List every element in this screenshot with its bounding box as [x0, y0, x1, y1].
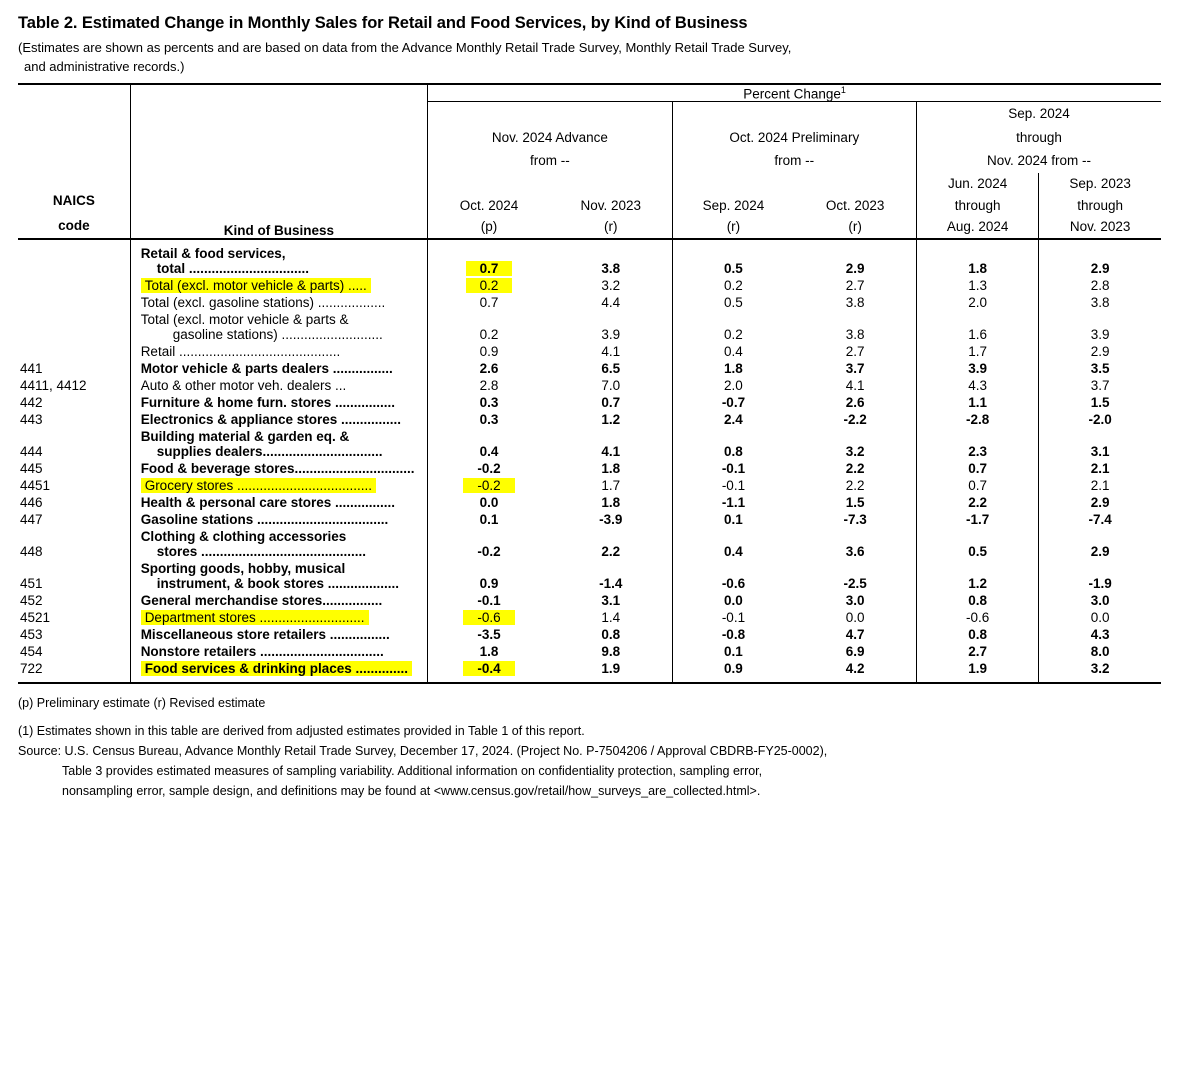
kind-of-business: [130, 494, 428, 511]
value-cell: 4.3: [1039, 626, 1161, 643]
value-cell: 0.0: [672, 592, 794, 609]
value-cell: 2.0: [917, 294, 1039, 311]
value-cell: 1.2: [917, 560, 1039, 592]
value-cell: -2.0: [1039, 411, 1161, 428]
kob-line: Building material & garden eq. &: [140, 428, 350, 444]
naics-code: [18, 343, 130, 360]
naics-code: 441: [20, 360, 43, 376]
table-row: [18, 592, 1161, 609]
naics-code: 453: [20, 626, 43, 642]
value-cell: 0.8: [917, 592, 1039, 609]
value-cell: 2.1: [1039, 477, 1161, 494]
value-cell: -1.1: [672, 494, 794, 511]
header-group-2-line2: through: [1016, 129, 1062, 145]
kind-of-business: [130, 411, 428, 428]
kob-line: supplies dealers................................: [156, 443, 383, 459]
kob-line: Furniture & home furn. stores ................: [140, 394, 395, 410]
table-row: [18, 477, 1161, 494]
value-cell: 0.8: [917, 626, 1039, 643]
value-cell: 1.8: [479, 643, 499, 659]
value-cell: 8.0: [1039, 643, 1161, 660]
value-cell: 1.7: [601, 477, 621, 493]
table-row: [18, 626, 1161, 643]
value-cell: -0.1: [477, 592, 501, 608]
value-cell: 2.2: [917, 494, 1039, 511]
page-subtitle: [18, 39, 1161, 77]
value-cell: 0.5: [672, 239, 794, 277]
header-group-2-line1: Sep. 2024: [1008, 106, 1070, 122]
value-cell: 2.9: [1039, 239, 1161, 277]
header-kob-cell: [130, 84, 428, 239]
value-cell: -0.7: [672, 394, 794, 411]
kind-of-business: [130, 460, 428, 477]
value-cell: 2.3: [917, 428, 1039, 460]
value-cell: 0.0: [1039, 609, 1161, 626]
value-cell: 1.2: [601, 411, 621, 427]
header-col-4-line1: Jun. 2024: [947, 176, 1008, 192]
naics-code: 446: [20, 494, 43, 510]
highlighted-label: Total (excl. motor vehicle & parts) .....: [141, 278, 371, 293]
naics-code: 4451: [20, 477, 51, 493]
value-cell: 0.0: [845, 609, 865, 625]
header-col-0-line2: (p): [480, 219, 498, 235]
value-cell: 0.4: [672, 343, 794, 360]
value-cell: 2.7: [917, 643, 1039, 660]
kind-of-business: [130, 277, 428, 294]
naics-code: 452: [20, 592, 43, 608]
value-cell: -0.6: [672, 560, 794, 592]
value-cell: 3.9: [601, 326, 621, 342]
table-row: [18, 277, 1161, 294]
header-group-1-line1: Oct. 2024 Preliminary: [729, 129, 860, 145]
header-group-oct-preliminary: [672, 102, 916, 173]
value-cell: [428, 477, 550, 494]
table-row: [18, 394, 1161, 411]
header-row-percent-change: [18, 84, 1161, 102]
value-cell: 1.9: [601, 660, 621, 676]
header-col-4-line3: Aug. 2024: [946, 219, 1009, 235]
naics-code: [18, 277, 130, 294]
value-cell: 1.6: [917, 311, 1039, 343]
header-col-oct-2024-p: [428, 173, 550, 239]
value-cell: 0.1: [672, 643, 794, 660]
header-percent-change-label: Percent Change: [743, 86, 841, 102]
value-cell: 2.8: [1039, 277, 1161, 294]
value-cell: 1.3: [917, 277, 1039, 294]
value-cell: 4.4: [601, 294, 621, 310]
highlighted-label: Grocery stores ....................................: [141, 478, 376, 493]
value-cell: 1.5: [845, 494, 865, 510]
value-cell: 0.7: [917, 477, 1039, 494]
header-col-3-line2: (r): [848, 219, 862, 235]
table-row: [18, 239, 1161, 277]
naics-code: [18, 311, 130, 343]
kob-line: Total (excl. motor vehicle & parts &: [140, 311, 349, 327]
value-cell: -0.2: [477, 543, 501, 559]
value-cell: 3.8: [601, 260, 621, 276]
kob-line: Sporting goods, hobby, musical: [140, 560, 346, 576]
value-cell: 2.8: [479, 377, 499, 393]
value-cell: 1.1: [917, 394, 1039, 411]
highlighted-label: Food services & drinking places ..............: [141, 661, 412, 676]
kob-line: [141, 661, 428, 676]
header-col-sep-2023-nov-2023: [1039, 173, 1161, 239]
header-kob-label: Kind of Business: [223, 222, 335, 238]
table-row: [18, 528, 1161, 560]
value-cell: 3.8: [845, 326, 865, 342]
value-cell: 3.0: [1039, 592, 1161, 609]
value-cell: -2.5: [843, 575, 867, 591]
value-cell: 2.4: [672, 411, 794, 428]
value-cell: -7.3: [843, 511, 867, 527]
highlighted-value: -0.4: [463, 661, 514, 676]
value-cell: 3.8: [845, 294, 865, 310]
kind-of-business: [130, 360, 428, 377]
header-col-4-line2: through: [954, 197, 1001, 213]
value-cell: 2.1: [1039, 460, 1161, 477]
value-cell: -2.8: [917, 411, 1039, 428]
table-row: [18, 609, 1161, 626]
header-percent-change-footnote: 1: [840, 84, 846, 95]
naics-code: 4411, 4412: [20, 377, 87, 393]
naics-code: 448: [20, 543, 43, 559]
value-cell: -3.5: [477, 626, 501, 642]
kob-line: Gasoline stations ...................................: [140, 511, 389, 527]
value-cell: 0.0: [479, 494, 499, 510]
kob-line: Health & personal care stores ................: [140, 494, 396, 510]
value-cell: 2.2: [601, 543, 621, 559]
header-col-2-line1: Sep. 2024: [702, 197, 765, 213]
kind-of-business: [130, 428, 428, 460]
value-cell: 1.4: [601, 609, 621, 625]
table-row: [18, 560, 1161, 592]
header-group-0-line2: from --: [530, 153, 570, 169]
value-cell: 1.8: [601, 460, 621, 476]
rule-segment: [794, 683, 916, 685]
subtitle-line-1: (Estimates are shown as percents and are based on data from the Advance Monthly Retail Trade Survey, Monthly Retail Trade Survey,: [18, 40, 792, 55]
value-cell: -0.1: [672, 477, 794, 494]
value-cell: 3.9: [1039, 311, 1161, 343]
value-cell: 0.7: [479, 294, 499, 310]
naics-code: 451: [20, 575, 43, 591]
value-cell: 0.4: [672, 528, 794, 560]
value-cell: 1.9: [917, 660, 1039, 683]
value-cell: 3.2: [1039, 660, 1161, 683]
value-cell: -0.2: [477, 460, 501, 476]
value-cell: 3.2: [845, 443, 865, 459]
table-row: [18, 428, 1161, 460]
naics-code: 443: [20, 411, 43, 427]
table-body: [18, 239, 1161, 685]
value-cell: -1.7: [917, 511, 1039, 528]
value-cell: 3.8: [1039, 294, 1161, 311]
value-cell: 2.6: [845, 394, 865, 410]
header-col-1-line1: Nov. 2023: [580, 197, 642, 213]
value-cell: -2.2: [843, 411, 867, 427]
value-cell: 6.5: [601, 360, 621, 376]
value-cell: 4.7: [845, 626, 865, 642]
value-cell: 0.2: [479, 326, 499, 342]
naics-code: 444: [20, 443, 43, 459]
value-cell: 7.0: [601, 377, 621, 393]
value-cell: 4.2: [845, 660, 865, 676]
kind-of-business: [130, 394, 428, 411]
value-cell: 0.9: [479, 343, 499, 359]
value-cell: 0.7: [917, 460, 1039, 477]
table-bottom-rule: [18, 683, 1161, 685]
header-naics-cell: [18, 84, 130, 239]
value-cell: 0.9: [479, 575, 499, 591]
header-group-1-line2: from --: [774, 153, 815, 169]
kind-of-business: [130, 609, 428, 626]
header-col-nov-2023-r: [550, 173, 672, 239]
rule-segment: [917, 683, 1039, 685]
value-cell: 4.1: [601, 443, 621, 459]
kob-line: General merchandise stores................: [140, 592, 383, 608]
value-cell: -1.9: [1039, 560, 1161, 592]
value-cell: 2.6: [479, 360, 499, 376]
naics-code: 454: [20, 643, 43, 659]
value-cell: [428, 239, 550, 277]
value-cell: 0.1: [672, 511, 794, 528]
table-row: [18, 377, 1161, 394]
kind-of-business: [130, 660, 428, 683]
value-cell: 1.8: [917, 239, 1039, 277]
rule-segment: [130, 683, 428, 685]
value-cell: 4.3: [917, 377, 1039, 394]
value-cell: [428, 277, 550, 294]
header-group-nov-advance: [428, 102, 672, 173]
value-cell: 3.0: [845, 592, 865, 608]
header-naics-line1: NAICS: [52, 193, 95, 209]
header-col-2-line2: (r): [726, 219, 741, 235]
kind-of-business: [130, 560, 428, 592]
value-cell: -0.1: [672, 609, 794, 626]
value-cell: 3.9: [917, 360, 1039, 377]
value-cell: 2.7: [845, 277, 865, 293]
kob-line: [141, 278, 428, 293]
header-col-sep-2024-r: [672, 173, 794, 239]
kob-line: stores ............................................: [156, 543, 366, 559]
header-group-0-line1: Nov. 2024 Advance: [491, 129, 608, 145]
subtitle-line-2: and administrative records.): [24, 58, 185, 74]
footnote-source: Source: U.S. Census Bureau, Advance Monthly Retail Trade Survey, December 17, 2024. (Project No. P-7504206 / Approval CBDRB-FY25-0002),: [18, 743, 828, 758]
value-cell: 1.7: [917, 343, 1039, 360]
kob-line: Auto & other motor veh. dealers ...: [140, 377, 347, 393]
kob-line: Retail ...........................................: [140, 343, 341, 359]
value-cell: 3.6: [845, 543, 865, 559]
kob-line: Clothing & clothing accessories: [140, 528, 347, 544]
table-row: [18, 660, 1161, 683]
footnote-note1: (1) Estimates shown in this table are derived from adjusted estimates provided in Table 1 of this report.: [18, 723, 585, 738]
naics-code: 447: [20, 511, 43, 527]
value-cell: 1.5: [1039, 394, 1161, 411]
value-cell: 1.8: [672, 360, 794, 377]
kob-line: Motor vehicle & parts dealers ................: [140, 360, 393, 376]
table-row: [18, 360, 1161, 377]
value-cell: 6.9: [845, 643, 865, 659]
value-cell: 0.1: [479, 511, 499, 527]
naics-code: 4521: [20, 609, 51, 625]
header-col-5-line2: through: [1077, 197, 1123, 213]
rule-segment: [1039, 683, 1161, 685]
table-row: [18, 311, 1161, 343]
highlighted-label: Department stores ............................: [141, 610, 369, 625]
highlighted-value: 0.7: [466, 261, 513, 276]
value-cell: 0.7: [601, 394, 621, 410]
naics-code: 442: [20, 394, 43, 410]
kob-line: instrument, & book stores ...................: [156, 575, 399, 591]
highlighted-value: -0.6: [463, 610, 514, 625]
value-cell: 0.8: [601, 626, 621, 642]
kob-line: Electronics & appliance stores ................: [140, 411, 402, 427]
kob-line: Food & beverage stores................................: [140, 460, 415, 476]
kind-of-business: [130, 528, 428, 560]
value-cell: 2.9: [1039, 343, 1161, 360]
sales-change-table: [18, 83, 1161, 685]
value-cell: 0.4: [479, 443, 499, 459]
table-row: [18, 460, 1161, 477]
header-col-oct-2023-r: [794, 173, 916, 239]
header-percent-change: [428, 84, 1161, 102]
kind-of-business: [130, 311, 428, 343]
page-title: Table 2. Estimated Change in Monthly Sales for Retail and Food Services, by Kind of Business: [18, 14, 748, 32]
kob-line: gasoline stations) ...........................: [172, 326, 383, 342]
table-row: [18, 411, 1161, 428]
kind-of-business: [130, 592, 428, 609]
value-cell: -1.4: [599, 575, 623, 591]
value-cell: 3.2: [601, 277, 621, 293]
value-cell: 2.9: [1039, 494, 1161, 511]
kind-of-business: [130, 643, 428, 660]
header-col-3-line1: Oct. 2023: [825, 197, 885, 213]
value-cell: 2.7: [845, 343, 865, 359]
rule-segment: [428, 683, 550, 685]
value-cell: 3.1: [601, 592, 621, 608]
highlighted-value: 0.2: [466, 278, 513, 293]
naics-code: 722: [20, 660, 43, 676]
value-cell: -0.6: [917, 609, 1039, 626]
value-cell: 0.2: [672, 277, 794, 294]
value-cell: 9.8: [601, 643, 621, 659]
table-row: [18, 511, 1161, 528]
value-cell: 2.9: [845, 260, 865, 276]
kob-line: [141, 478, 428, 493]
kob-line: Total (excl. gasoline stations) ..................: [140, 294, 386, 310]
rule-segment: [18, 683, 130, 685]
kind-of-business: [130, 377, 428, 394]
value-cell: 0.9: [672, 660, 794, 683]
value-cell: 2.2: [845, 477, 865, 493]
kob-line: Retail & food services,: [140, 245, 286, 261]
table-row: [18, 643, 1161, 660]
value-cell: 0.5: [672, 294, 794, 311]
value-cell: 0.3: [479, 411, 499, 427]
value-cell: 3.7: [845, 360, 865, 376]
value-cell: 0.8: [672, 428, 794, 460]
kob-line: Miscellaneous store retailers ................: [140, 626, 390, 642]
kob-line: Nonstore retailers .................................: [140, 643, 384, 659]
highlighted-value: -0.2: [463, 478, 514, 493]
header-col-0-line1: Oct. 2024: [459, 197, 519, 213]
value-cell: 0.5: [917, 528, 1039, 560]
header-group-2-line3: Nov. 2024 from --: [986, 153, 1092, 169]
kind-of-business: [130, 626, 428, 643]
value-cell: [428, 660, 550, 683]
table-row: [18, 343, 1161, 360]
value-cell: 1.8: [601, 494, 621, 510]
header-col-5-line1: Sep. 2023: [1069, 176, 1131, 192]
header-col-1-line2: (r): [603, 219, 618, 235]
header-col-5-line3: Nov. 2023: [1069, 219, 1131, 235]
table-row: [18, 494, 1161, 511]
table-row: [18, 294, 1161, 311]
footnote-source-line3: nonsampling error, sample design, and definitions may be found at <www.census.gov/retail/how_surveys_are_collected.html>.: [62, 783, 761, 798]
value-cell: 3.5: [1039, 360, 1161, 377]
kind-of-business: [130, 511, 428, 528]
value-cell: -7.4: [1039, 511, 1161, 528]
footnotes: [18, 693, 1161, 801]
header-naics-line2: code: [58, 217, 90, 233]
value-cell: 2.2: [845, 460, 865, 476]
value-cell: 0.2: [672, 311, 794, 343]
footnote-source-line2: Table 3 provides estimated measures of sampling variability. Additional information on confidentiality protection, sampling error,: [62, 763, 763, 778]
rule-segment: [672, 683, 794, 685]
rule-segment: [550, 683, 672, 685]
value-cell: 0.3: [479, 394, 499, 410]
value-cell: 2.0: [672, 377, 794, 394]
header-col-jun-aug-2024: [917, 173, 1039, 239]
footnote-legend: (p) Preliminary estimate (r) Revised estimate: [18, 695, 266, 710]
kob-line: total ................................: [156, 260, 309, 276]
header-group-sep-through-nov: [917, 102, 1162, 173]
kind-of-business: [130, 239, 428, 277]
value-cell: -0.8: [672, 626, 794, 643]
naics-code: 445: [20, 460, 43, 476]
value-cell: 3.1: [1039, 428, 1161, 460]
value-cell: -0.1: [672, 460, 794, 477]
value-cell: -3.9: [599, 511, 623, 527]
kind-of-business: [130, 477, 428, 494]
value-cell: [428, 609, 550, 626]
value-cell: 4.1: [601, 343, 621, 359]
value-cell: 3.7: [1039, 377, 1161, 394]
naics-code: [18, 294, 130, 311]
naics-code: [18, 239, 130, 277]
kind-of-business: [130, 343, 428, 360]
value-cell: 4.1: [845, 377, 865, 393]
value-cell: 2.9: [1039, 528, 1161, 560]
kob-line: [141, 610, 428, 625]
kind-of-business: [130, 294, 428, 311]
